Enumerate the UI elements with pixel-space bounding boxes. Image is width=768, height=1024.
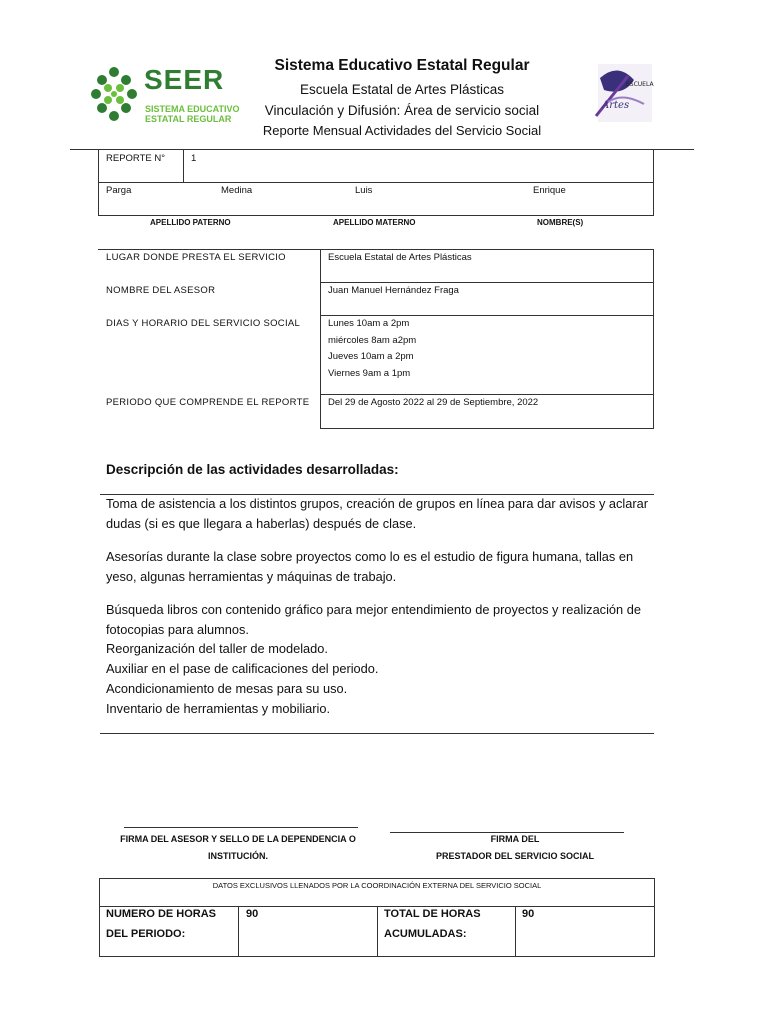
place-value: Escuela Estatal de Artes Plásticas — [328, 252, 472, 263]
report-title: Reporte Mensual Actividades del Servicio Social — [262, 123, 542, 138]
seer-brand: SEER — [144, 64, 225, 95]
label-names: NOMBRE(S) — [537, 218, 584, 227]
schedule-wednesday: miércoles 8am a2pm — [328, 335, 417, 346]
service-table-right — [653, 249, 654, 428]
svg-text:ESCUELA: ESCUELA — [626, 81, 654, 88]
seer-tree-logo-icon — [88, 62, 140, 126]
activity-line: Reorganización del taller de modelado. — [106, 641, 328, 656]
place-label: LUGAR DONDE PRESTA EL SERVICIO — [106, 252, 286, 263]
first-name: Luis — [355, 185, 373, 196]
seer-line-1: SISTEMA EDUCATIVO — [145, 104, 240, 114]
report-number-value: 1 — [191, 153, 197, 164]
label-maternal: APELLIDO MATERNO — [333, 218, 416, 227]
coordination-header: DATOS EXCLUSIVOS LLENADOS POR LA COORDINACIÓN EXTERNA DEL SERVICIO SOCIAL — [212, 881, 542, 890]
advisor-signature-label-2: INSTITUCIÓN. — [208, 851, 268, 861]
advisor-signature-line[interactable] — [124, 827, 358, 828]
hours-period-label-1: NUMERO DE HORAS — [106, 908, 217, 920]
report-number-label: REPORTE N° — [106, 153, 166, 164]
activity-line: Búsqueda libros con contenido gráfico para mejor entendimiento de proyectos y realización de — [106, 602, 641, 617]
service-table-top — [98, 249, 654, 250]
middle-name: Enrique — [533, 185, 566, 196]
hours-total-label-1: TOTAL DE HORAS — [384, 908, 481, 920]
activity-line: Asesorías durante la clase sobre proyectos como lo es el estudio de figura humana, tallas en — [106, 549, 634, 564]
schedule-thursday: Jueves 10am a 2pm — [328, 351, 414, 362]
activities-heading: Descripción de las actividades desarrolladas: — [106, 462, 399, 477]
schedule-monday: Lunes 10am a 2pm — [328, 318, 410, 329]
advisor-label: NOMBRE DEL ASESOR — [106, 285, 216, 296]
period-value: Del 29 de Agosto 2022 al 29 de Septiembre, 2022 — [328, 397, 539, 408]
header-divider — [70, 149, 694, 150]
activity-line: yeso, algunas herramientas y máquinas de trabajo. — [106, 569, 397, 584]
row-divider — [98, 182, 653, 183]
report-number-divider — [183, 149, 184, 182]
service-table-bottom — [320, 428, 654, 429]
activities-bottom-line — [100, 733, 654, 734]
activity-line: Inventario de herramientas y mobiliario. — [106, 701, 331, 716]
service-row-3-divider — [320, 394, 654, 395]
period-label: PERIODO QUE COMPRENDE EL REPORTE — [106, 397, 310, 408]
advisor-signature-label-1: FIRMA DEL ASESOR Y SELLO DE LA DEPENDENCIA O — [120, 834, 356, 844]
schedule-friday: Viernes 9am a 1pm — [328, 368, 411, 379]
seer-line-2: ESTATAL REGULAR — [145, 114, 232, 124]
activity-line: Acondicionamiento de mesas para su uso. — [106, 681, 348, 696]
hours-period-label-2: DEL PERIODO: — [106, 928, 186, 940]
hours-total-label-2: ACUMULADAS: — [384, 928, 467, 940]
advisor-value: Juan Manuel Hernández Fraga — [328, 285, 459, 296]
label-paternal: APELLIDO PATERNO — [150, 218, 231, 227]
activity-line: Auxiliar en el pase de calificaciones del periodo. — [106, 661, 379, 676]
provider-signature-line[interactable] — [390, 832, 624, 833]
service-row-2-divider — [320, 315, 654, 316]
schedule-label: DIAS Y HORARIO DEL SERVICIO SOCIAL — [106, 318, 301, 329]
coordination-col-3 — [515, 906, 516, 957]
service-row-1-divider — [320, 282, 654, 283]
svg-text:Artes: Artes — [602, 100, 630, 111]
area-name: Vinculación y Difusión: Área de servicio social — [264, 103, 540, 118]
provider-signature-label-1: FIRMA DEL — [490, 834, 540, 844]
hours-total-value: 90 — [522, 908, 535, 920]
activity-line: Toma de asistencia a los distintos grupos, creación de grupos en línea para dar avisos y aclarar — [106, 496, 649, 511]
last-name-maternal: Medina — [221, 185, 253, 196]
activity-line: fotocopias para alumnos. — [106, 622, 249, 637]
hours-period-value: 90 — [246, 908, 259, 920]
coordination-col-2 — [377, 906, 378, 957]
coordination-col-1 — [238, 906, 239, 957]
activity-line: dudas (si es que llegara a haberlas) después de clase. — [106, 516, 417, 531]
table-border-right — [653, 149, 654, 215]
table-border-bottom — [98, 215, 654, 216]
service-table-divider — [320, 249, 321, 428]
last-name-paternal: Parga — [106, 185, 132, 196]
page-title: Sistema Educativo Estatal Regular — [274, 57, 530, 74]
school-name: Escuela Estatal de Artes Plásticas — [299, 82, 505, 97]
provider-signature-label-2: PRESTADOR DEL SERVICIO SOCIAL — [435, 851, 595, 861]
